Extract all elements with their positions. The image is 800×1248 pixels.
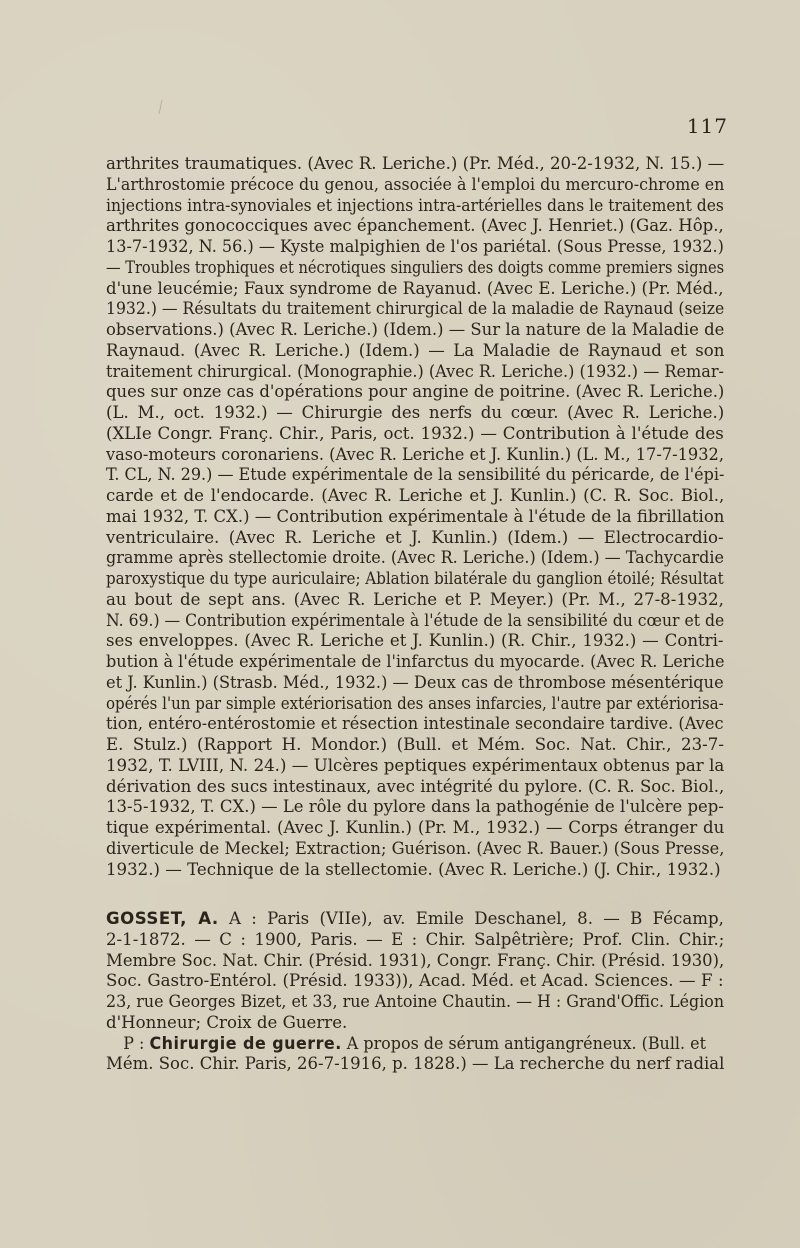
publications-first-line: [106, 1034, 723, 1055]
text-line: (L. M., oct. 1932.) — Chirurgie des nerfs du cœur. (Avec R. Leriche.): [106, 403, 725, 422]
text-line: (XLIe Congr. Franç. Chir., Paris, oct. 1932.) — Contribution à l'étude des: [106, 423, 724, 443]
text-line: tion, entéro-entérostomie et résection intestinale secondaire tardive. (Avec: [106, 714, 724, 734]
text-line: opérés l'un par simple extériorisation des anses infarcies, l'autre par extériorisa-: [106, 693, 724, 713]
text-line: et J. Kunlin.) (Strasb. Méd., 1932.) — Deux cas de thrombose mésentérique: [106, 672, 724, 692]
publications-line: Mém. Soc. Chir. Paris, 26-7-1916, p. 1828.) — La recherche du nerf radial: [106, 1054, 725, 1074]
text-line: 1932.) — Résultats du traitement chirurgical de la maladie de Raynaud (seize: [106, 299, 725, 319]
text-line: paroxystique du type auriculaire; Ablation bilatérale du ganglion étoilé; Résultat: [106, 569, 724, 588]
publications-line-0: A propos de sérum antigangréneux. (Bull. et: [341, 1033, 706, 1053]
text-line: N. 69.) — Contribution expérimentale à l'étude de la sensibilité du cœur et de: [106, 610, 725, 630]
publications-heading: Chirurgie de guerre.: [149, 1033, 342, 1053]
text-line: gramme après stellectomie droite. (Avec R. Leriche.) (Idem.) — Tachycardie: [106, 548, 724, 568]
text-line: ses enveloppes. (Avec R. Leriche et J. Kunlin.) (R. Chir., 1932.) — Contri-: [106, 631, 724, 651]
entry-line: 23, rue Georges Bizet, et 33, rue Antoine Chautin. — H : Grand'Offic. Légion: [106, 992, 725, 1011]
text-line: injections intra-synoviales et injections intra-artérielles dans le traitement des: [106, 195, 724, 215]
entry-first-line: [106, 909, 724, 930]
ink-mark: [159, 100, 163, 114]
text-line: arthrites gonococciques avec épanchement. (Avec J. Henriet.) (Gaz. Hôp.,: [106, 216, 724, 236]
text-line: mai 1932, T. CX.) — Contribution expérimentale à l'étude de la fibrillation: [106, 506, 725, 526]
entry-line: Membre Soc. Nat. Chir. (Présid. 1931), Congr. Franç. Chir. (Présid. 1930),: [106, 950, 725, 970]
text-line: vaso-moteurs coronariens. (Avec R. Leriche et J. Kunlin.) (L. M., 17-7-1932,: [106, 444, 725, 464]
text-line: ques sur onze cas d'opérations pour angine de poitrine. (Avec R. Leriche.): [106, 382, 725, 402]
bibliography-continuation: [106, 154, 724, 880]
text-line: bution à l'étude expérimentale de l'infarctus du myocarde. (Avec R. Leriche: [106, 652, 725, 671]
text-line: 1932, T. LVIII, N. 24.) — Ulcères peptiques expérimentaux obtenus par la: [106, 755, 725, 775]
entry-line: d'Honneur; Croix de Guerre.: [106, 1012, 348, 1032]
entry-line-0: A : Paris (VIIe), av. Emile Deschanel, 8. — B Fécamp,: [218, 909, 724, 928]
text-line: 13-5-1932, T. CX.) — Le rôle du pylore dans la pathogénie de l'ulcère pep-: [106, 797, 724, 817]
text-line: arthrites traumatiques. (Avec R. Leriche.) (Pr. Méd., 20-2-1932, N. 15.) —: [106, 154, 725, 173]
text-line: tique expérimental. (Avec J. Kunlin.) (Pr. M., 1932.) — Corps étranger du: [106, 818, 725, 837]
text-line: — Troubles trophiques et nécrotiques singuliers des doigts comme premiers signes: [106, 257, 725, 277]
author-entry: [106, 909, 724, 1075]
text-line: 1932.) — Technique de la stellectomie. (Avec R. Leriche.) (J. Chir., 1932.): [106, 859, 721, 879]
text-line: ventriculaire. (Avec R. Leriche et J. Kunlin.) (Idem.) — Electrocardio-: [106, 527, 724, 547]
entry-name: GOSSET, A.: [106, 909, 219, 928]
entry-line: 2-1-1872. — C : 1900, Paris. — E : Chir. Salpêtrière; Prof. Clin. Chir.;: [106, 929, 725, 949]
text-line: diverticule de Meckel; Extraction; Guérison. (Avec R. Bauer.) (Sous Presse,: [106, 838, 725, 858]
text-line: dérivation des sucs intestinaux, avec intégrité du pylore. (C. R. Soc. Biol.,: [106, 776, 725, 796]
text-line: observations.) (Avec R. Leriche.) (Idem.) — Sur la nature de la Maladie de: [106, 320, 725, 339]
text-line: carde et de l'endocarde. (Avec R. Leriche et J. Kunlin.) (C. R. Soc. Biol.,: [106, 486, 725, 505]
text-line: 13-7-1932, N. 56.) — Kyste malpighien de l'os pariétal. (Sous Presse, 1932.): [106, 237, 724, 256]
text-line: au bout de sept ans. (Avec R. Leriche et P. Meyer.) (Pr. M., 27-8-1932,: [106, 589, 724, 609]
text-line: d'une leucémie; Faux syndrome de Rayanud. (Avec E. Leriche.) (Pr. Méd.,: [106, 278, 724, 298]
text-line: L'arthrostomie précoce du genou, associée à l'emploi du mercuro-chrome en: [106, 174, 725, 194]
text-line: T. CL, N. 29.) — Etude expérimentale de la sensibilité du péricarde, de l'épi-: [106, 465, 725, 485]
entry-line: Soc. Gastro-Entérol. (Présid. 1933)), Acad. Méd. et Acad. Sciences. — F :: [106, 971, 724, 991]
text-line: traitement chirurgical. (Monographie.) (Avec R. Leriche.) (1932.) — Remar-: [106, 361, 724, 381]
publications-prefix: P :: [123, 1033, 150, 1053]
text-line: E. Stulz.) (Rapport H. Mondor.) (Bull. et Mém. Soc. Nat. Chir., 23-7-: [106, 735, 724, 754]
text-line: Raynaud. (Avec R. Leriche.) (Idem.) — La Maladie de Raynaud et son: [106, 340, 725, 360]
page-number: 117: [686, 114, 728, 138]
